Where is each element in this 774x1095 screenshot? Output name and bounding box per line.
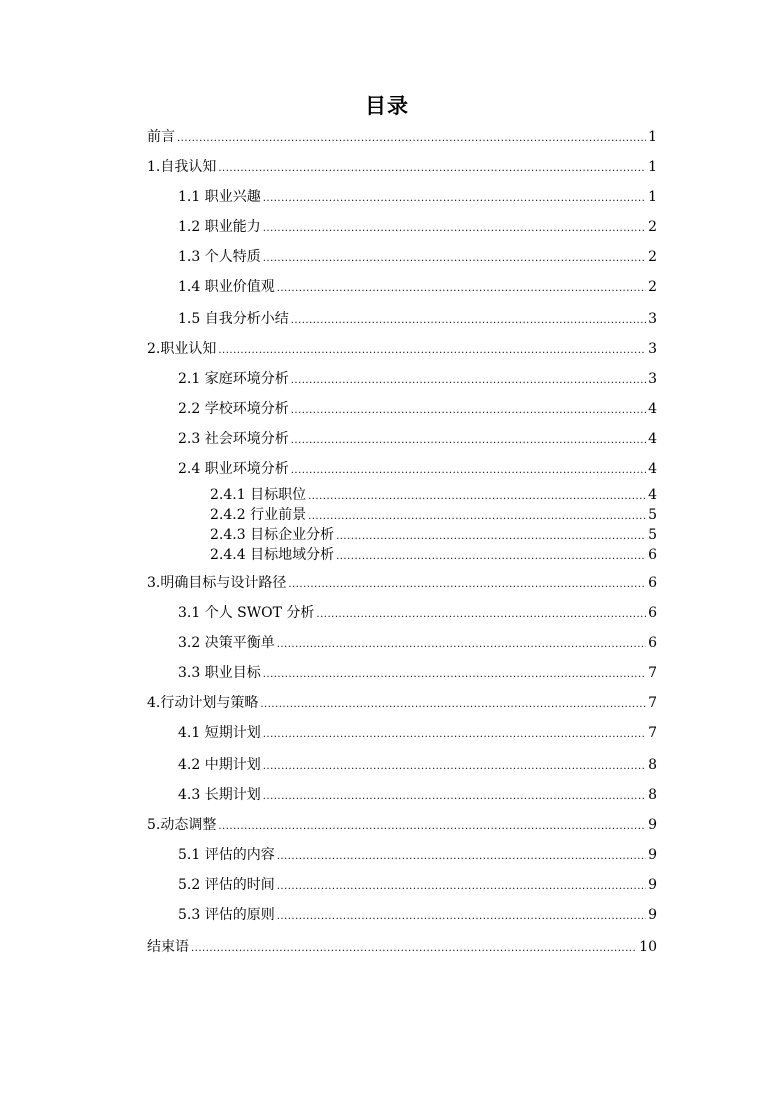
toc-entry-label: 3.2 决策平衡单	[178, 635, 275, 651]
toc-entry-label: 3.明确目标与设计路径	[147, 575, 287, 591]
dot-leader	[336, 548, 646, 566]
toc-entry-page: 8	[648, 757, 657, 773]
toc-entry-label: 2.2 学校环境分析	[178, 401, 289, 417]
dot-leader	[277, 280, 646, 298]
toc-entry-1-1[interactable]	[178, 188, 657, 208]
toc-entry-page: 4	[648, 461, 657, 477]
toc-entry-2-4-2[interactable]	[210, 506, 657, 526]
dot-leader	[277, 908, 646, 926]
dot-leader	[191, 940, 637, 958]
toc-entry-label: 前言	[147, 129, 175, 145]
toc-entry-5-1[interactable]	[178, 846, 657, 866]
dot-leader	[263, 666, 646, 684]
dot-leader	[291, 432, 646, 450]
dot-leader	[277, 878, 646, 896]
toc-entry-4[interactable]	[147, 694, 657, 714]
dot-leader	[308, 488, 646, 506]
toc-entry-label: 2.4.2 行业前景	[210, 507, 307, 523]
toc-entry-page: 2	[648, 279, 657, 295]
dot-leader	[218, 160, 646, 178]
toc-entry-page: 9	[648, 847, 657, 863]
toc-entry-label: 1.4 职业价值观	[178, 279, 275, 295]
toc-entry-label: 4.1 短期计划	[178, 725, 261, 741]
dot-leader	[277, 848, 646, 866]
toc-entry-5[interactable]	[147, 816, 657, 836]
toc-entry-label: 1.2 职业能力	[178, 219, 261, 235]
dot-leader	[291, 402, 646, 420]
toc-entry-page: 5	[648, 507, 657, 523]
dot-leader	[291, 462, 646, 480]
toc-entry-page: 7	[648, 725, 657, 741]
dot-leader	[263, 250, 646, 268]
toc-entry-1-5[interactable]	[178, 310, 657, 330]
toc-entry-1-4[interactable]	[178, 278, 657, 298]
toc-entry-page: 2	[648, 249, 657, 265]
dot-leader	[218, 342, 646, 360]
toc-entry-2-4[interactable]	[178, 460, 657, 480]
toc-entry-4-2[interactable]	[178, 756, 657, 776]
toc-entry-2[interactable]	[147, 340, 657, 360]
toc-entry-label: 1.1 职业兴趣	[178, 189, 261, 205]
toc-entry-page: 3	[648, 311, 657, 327]
toc-entry-1[interactable]	[147, 158, 657, 178]
toc-entry-page: 3	[648, 341, 657, 357]
toc-entry-5-3[interactable]	[178, 906, 657, 926]
toc-entry-3-2[interactable]	[178, 634, 657, 654]
dot-leader	[336, 528, 646, 546]
toc-entry-label: 2.1 家庭环境分析	[178, 371, 289, 387]
dot-leader	[316, 606, 646, 624]
dot-leader	[291, 372, 646, 390]
toc-entry-label: 2.4.3 目标企业分析	[210, 527, 335, 543]
toc-entry-page: 6	[648, 605, 657, 621]
toc-entry-label: 2.4.4 目标地域分析	[210, 547, 335, 563]
toc-entry-2-1[interactable]	[178, 370, 657, 390]
toc-entry-page: 7	[648, 695, 657, 711]
dot-leader	[263, 220, 646, 238]
toc-title: 目录	[365, 94, 409, 118]
toc-entry-page: 3	[648, 371, 657, 387]
toc-entry-page: 6	[648, 575, 657, 591]
dot-leader	[263, 726, 646, 744]
dot-leader	[263, 190, 646, 208]
toc-entry-page: 4	[648, 431, 657, 447]
toc-entry-4-3[interactable]	[178, 786, 657, 806]
toc-entry-label: 1.5 自我分析小结	[178, 311, 289, 327]
toc-entry-page: 4	[648, 401, 657, 417]
toc-entry-page: 5	[648, 527, 657, 543]
toc-entry-2-2[interactable]	[178, 400, 657, 420]
toc-entry-page: 4	[648, 487, 657, 503]
toc-entry-2-4-3[interactable]	[210, 526, 657, 546]
toc-entry-label: 5.1 评估的内容	[178, 847, 275, 863]
toc-entry-label: 5.2 评估的时间	[178, 877, 275, 893]
toc-entry-label: 2.4 职业环境分析	[178, 461, 289, 477]
toc-entry-1-2[interactable]	[178, 218, 657, 238]
toc-entry-label: 5.3 评估的原则	[178, 907, 275, 923]
toc-entry-2-3[interactable]	[178, 430, 657, 450]
toc-entry-page: 1	[648, 189, 657, 205]
dot-leader	[260, 696, 646, 714]
toc-entry-page: 9	[648, 907, 657, 923]
toc-entry-label: 2.3 社会环境分析	[178, 431, 289, 447]
dot-leader	[263, 758, 646, 776]
toc-entry-5-2[interactable]	[178, 876, 657, 896]
toc-entry-3-3[interactable]	[178, 664, 657, 684]
toc-entry-2-4-1[interactable]	[210, 486, 657, 506]
toc-entry-page: 1	[648, 159, 657, 175]
toc-entry-label: 4.3 长期计划	[178, 787, 261, 803]
toc-entry-label: 结束语	[147, 939, 189, 955]
toc-entry-label: 4.行动计划与策略	[147, 695, 259, 711]
dot-leader	[177, 130, 646, 148]
toc-entry-conclusion[interactable]	[147, 938, 657, 958]
toc-entry-3[interactable]	[147, 574, 657, 594]
toc-entry-page: 2	[648, 219, 657, 235]
toc-entry-2-4-4[interactable]	[210, 546, 657, 566]
dot-leader	[218, 818, 646, 836]
toc-entry-page: 6	[648, 547, 657, 563]
dot-leader	[291, 312, 646, 330]
toc-entry-page: 9	[648, 817, 657, 833]
toc-entry-page: 6	[648, 635, 657, 651]
toc-entry-page: 8	[648, 787, 657, 803]
toc-entry-preface[interactable]	[147, 128, 657, 148]
toc-entry-page: 1	[648, 129, 657, 145]
toc-entry-label: 5.动态调整	[147, 817, 217, 833]
toc-entry-label: 4.2 中期计划	[178, 757, 261, 773]
dot-leader	[263, 788, 646, 806]
toc-entry-3-1[interactable]	[178, 604, 657, 624]
toc-entry-label: 1.自我认知	[147, 159, 217, 175]
dot-leader	[308, 508, 646, 526]
toc-entry-label: 1.3 个人特质	[178, 249, 261, 265]
toc-entry-page: 10	[639, 939, 657, 955]
toc-entry-page: 7	[648, 665, 657, 681]
toc-entry-label: 2.职业认知	[147, 341, 217, 357]
dot-leader	[288, 576, 646, 594]
toc-entry-label: 2.4.1 目标职位	[210, 487, 307, 503]
toc-entry-4-1[interactable]	[178, 724, 657, 744]
toc-entry-label: 3.1 个人 SWOT 分析	[178, 605, 315, 621]
toc-entry-page: 9	[648, 877, 657, 893]
toc-entry-1-3[interactable]	[178, 248, 657, 268]
toc-entry-label: 3.3 职业目标	[178, 665, 261, 681]
dot-leader	[277, 636, 646, 654]
